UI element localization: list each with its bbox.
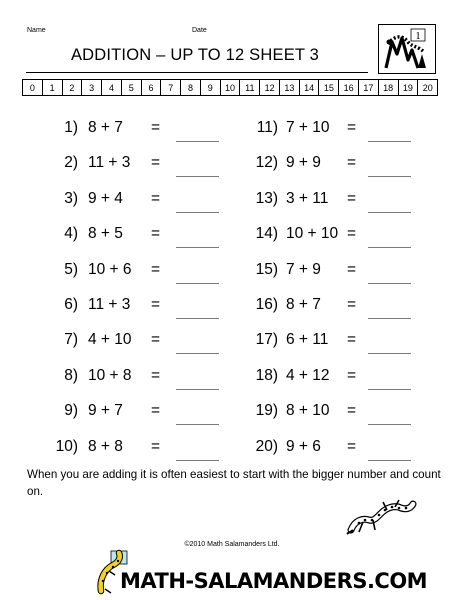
question-expression: 8 + 5 <box>88 225 123 243</box>
answer-blank[interactable] <box>368 283 411 284</box>
question-expression: 9 + 6 <box>286 437 321 455</box>
question-row <box>0 367 464 393</box>
equals-sign: = <box>151 402 161 420</box>
question-expression: 11 + 3 <box>88 296 131 313</box>
equals-sign: = <box>347 225 357 243</box>
question-expression: 10 + 8 <box>88 366 132 384</box>
number-line-cell: 19 <box>398 80 418 95</box>
question-number: 2) <box>64 154 78 172</box>
answer-blank[interactable] <box>368 247 411 248</box>
question-row <box>0 190 464 216</box>
question-number: 1) <box>64 119 78 136</box>
question-number: 7) <box>64 331 78 349</box>
question-number: 3) <box>64 189 78 207</box>
level-badge: 1 <box>415 30 421 42</box>
question-number: 6) <box>64 296 78 313</box>
question-row <box>0 438 464 464</box>
number-line-cell: 3 <box>81 80 101 95</box>
equals-sign: = <box>151 331 161 349</box>
question-expression: 7 + 9 <box>286 260 321 278</box>
question-expression: 8 + 8 <box>88 437 123 455</box>
number-line-cell: 17 <box>358 80 378 95</box>
answer-blank[interactable] <box>368 353 411 354</box>
question-number: 4) <box>64 225 78 243</box>
question-row <box>0 225 464 251</box>
answer-blank[interactable] <box>368 318 411 319</box>
equals-sign: = <box>347 260 357 278</box>
question-expression: 9 + 7 <box>88 402 123 420</box>
question-expression: 10 + 10 <box>286 225 339 243</box>
question-expression: 7 + 10 <box>286 119 330 136</box>
question-number: 9) <box>64 402 78 420</box>
answer-blank[interactable] <box>368 460 411 461</box>
equals-sign: = <box>347 331 357 349</box>
date-label: Date <box>192 27 207 34</box>
number-line-cell: 14 <box>299 80 319 95</box>
question-expression: 3 + 11 <box>286 189 329 207</box>
question-expression: 8 + 7 <box>88 119 123 136</box>
brand-wordmark: MATH-SALAMANDERS.COM <box>120 569 428 593</box>
equals-sign: = <box>347 402 357 420</box>
name-label: Name <box>27 27 46 34</box>
question-number: 12) <box>255 154 278 172</box>
number-line-cell: 1 <box>42 80 62 95</box>
salamander-icon <box>345 498 417 540</box>
equals-sign: = <box>347 189 357 207</box>
number-line-cell: 12 <box>259 80 279 95</box>
equals-sign: = <box>151 154 161 172</box>
title-underline <box>26 72 368 73</box>
question-number: 10) <box>55 437 78 455</box>
equals-sign: = <box>151 225 161 243</box>
number-line-cell: 2 <box>62 80 82 95</box>
question-expression: 11 + 3 <box>88 154 131 172</box>
question-number: 19) <box>255 402 278 420</box>
question-expression: 10 + 6 <box>88 260 132 278</box>
question-row <box>0 261 464 287</box>
copyright-text: ©2010 Math Salamanders Ltd. <box>184 541 280 548</box>
equals-sign: = <box>347 154 357 172</box>
number-line-cell: 15 <box>318 80 338 95</box>
question-expression: 9 + 9 <box>286 154 321 172</box>
equals-sign: = <box>151 189 161 207</box>
question-expression: 6 + 11 <box>286 331 329 349</box>
number-line-cell: 20 <box>417 80 437 95</box>
equals-sign: = <box>347 366 357 384</box>
number-line-cell: 9 <box>200 80 220 95</box>
question-number: 14) <box>255 225 278 243</box>
question-expression: 8 + 7 <box>286 296 321 313</box>
number-line-cell: 4 <box>101 80 121 95</box>
question-row <box>0 119 464 145</box>
question-expression: 4 + 10 <box>88 331 132 349</box>
number-line-cell: 13 <box>279 80 299 95</box>
answer-blank[interactable] <box>368 212 411 213</box>
question-number: 8) <box>64 366 78 384</box>
instruction-text: When you are adding it is often easiest to start with the bigger number and count on. <box>27 468 441 498</box>
question-row <box>0 402 464 428</box>
question-number: 15) <box>255 260 278 278</box>
equals-sign: = <box>151 437 161 455</box>
page-title: ADDITION – UP TO 12 SHEET 3 <box>70 46 320 64</box>
question-number: 5) <box>64 260 78 278</box>
equals-sign: = <box>151 260 161 278</box>
question-number: 20) <box>255 437 278 455</box>
number-line-cell: 8 <box>180 80 200 95</box>
equals-sign: = <box>347 296 357 313</box>
answer-blank[interactable] <box>368 176 411 177</box>
question-number: 11) <box>256 119 278 136</box>
question-expression: 9 + 4 <box>88 189 123 207</box>
equals-sign: = <box>347 119 357 136</box>
number-line <box>22 79 438 96</box>
question-number: 18) <box>255 366 278 384</box>
question-row <box>0 154 464 180</box>
question-row <box>0 296 464 322</box>
number-line-cell: 16 <box>338 80 358 95</box>
salamander-logo-icon <box>378 24 436 74</box>
answer-blank[interactable] <box>368 389 411 390</box>
question-row <box>0 331 464 357</box>
number-line-cell: 18 <box>378 80 398 95</box>
equals-sign: = <box>347 437 357 455</box>
question-number: 16) <box>255 296 278 313</box>
equals-sign: = <box>151 119 161 136</box>
number-line-cell: 11 <box>239 80 259 95</box>
number-line-cell: 6 <box>141 80 161 95</box>
question-number: 13) <box>255 189 278 207</box>
question-number: 17) <box>255 331 278 349</box>
number-line-cell: 0 <box>29 82 35 93</box>
answer-blank[interactable] <box>368 424 411 425</box>
number-line-cell: 10 <box>220 80 240 95</box>
number-line-cell: 7 <box>160 80 180 95</box>
equals-sign: = <box>151 366 161 384</box>
question-expression: 8 + 10 <box>286 402 330 420</box>
equals-sign: = <box>151 296 161 313</box>
answer-blank[interactable] <box>368 141 411 142</box>
question-expression: 4 + 12 <box>286 366 330 384</box>
number-line-cell: 5 <box>121 80 141 95</box>
